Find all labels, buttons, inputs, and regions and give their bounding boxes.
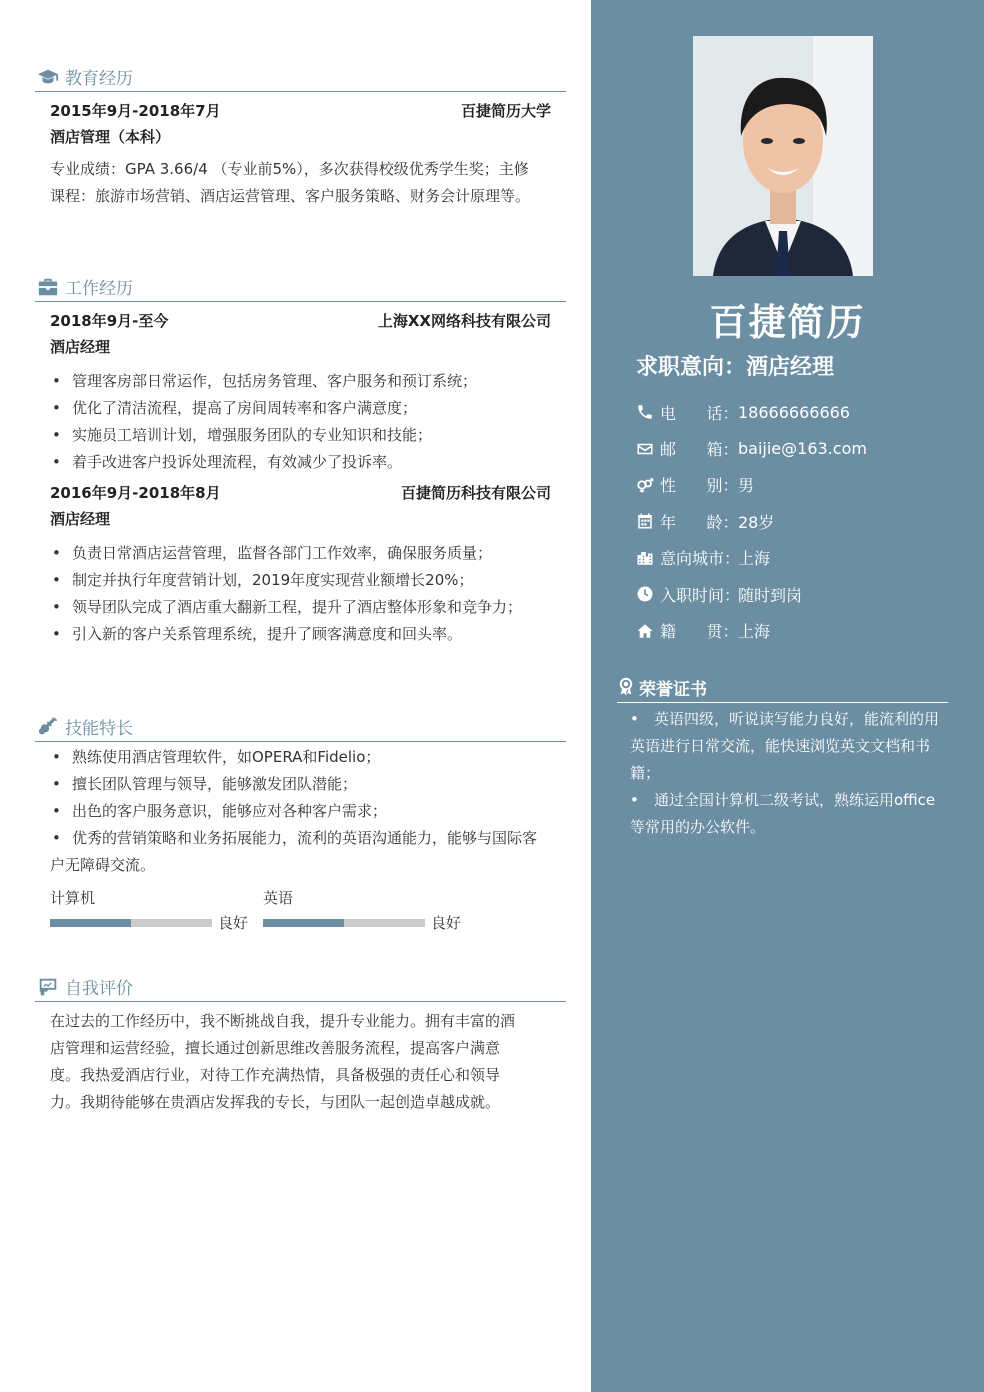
clock-icon — [636, 585, 654, 603]
info-phone — [636, 394, 956, 430]
info-key: 电 话： — [660, 403, 739, 423]
self-eval-section — [35, 972, 566, 1116]
mail-icon — [636, 440, 654, 458]
skill-bar-fill — [50, 919, 131, 927]
education-header — [35, 62, 566, 92]
profile-photo — [693, 36, 873, 276]
honors-list — [630, 706, 942, 841]
city-icon — [636, 549, 654, 567]
info-value: 随时到岗 — [738, 585, 803, 605]
info-value: 18666666666 — [738, 402, 850, 422]
info-value: 男 — [738, 476, 755, 496]
skill-bullet: • 优秀的营销策略和业务拓展能力，流利的英语沟通能力，能够与国际客户无障碍交流。 — [50, 825, 551, 879]
honor-item: • 通过全国计算机二级考试，熟练运用office等常用的办公软件。 — [630, 787, 942, 841]
briefcase-icon — [37, 276, 59, 298]
skill-bar-computer — [50, 885, 249, 933]
skills-title: 技能特长 — [65, 719, 133, 739]
job-bullet: • 负责日常酒店运营管理，监督各部门工作效率，确保服务质量； — [50, 540, 551, 567]
guitar-icon — [37, 716, 59, 738]
skill-bar-track — [50, 919, 212, 927]
skill-bar-label: 英语 — [263, 889, 294, 907]
work-title: 工作经历 — [65, 279, 133, 299]
work-section — [35, 272, 566, 648]
job-entry — [35, 306, 566, 476]
job-intent: 求职意向：酒店经理 — [636, 355, 835, 380]
work-header — [35, 272, 566, 302]
honors-title: 荣誉证书 — [639, 679, 707, 700]
skill-bar-level: 良好 — [218, 914, 249, 932]
skill-bar-english — [263, 885, 462, 933]
job-entry — [35, 478, 566, 648]
info-key: 入职时间： — [660, 585, 741, 605]
phone-icon — [636, 403, 654, 421]
info-hometown — [636, 612, 956, 648]
info-email — [636, 430, 956, 466]
skill-bar-track — [263, 919, 425, 927]
education-section — [35, 62, 566, 210]
job-role: 酒店经理 — [50, 510, 111, 528]
award-icon — [617, 677, 635, 697]
info-start-time — [636, 576, 956, 612]
education-details: 专业成绩：GPA 3.66/4 （专业前5%），多次获得校级优秀学生奖；主修课程：旅游市场营销、酒店运营管理、客户服务策略、财务会计原理等。 — [50, 160, 531, 205]
info-value: 上海 — [738, 622, 771, 642]
self-eval-title: 自我评价 — [65, 979, 133, 999]
info-value: 28岁 — [738, 512, 775, 532]
info-value: baijie@163.com — [738, 439, 867, 459]
info-key: 年 龄： — [660, 512, 739, 532]
info-city — [636, 540, 956, 576]
info-gender — [636, 467, 956, 503]
job-bullet: • 引入新的客户关系管理系统，提升了顾客满意度和回头率。 — [50, 621, 551, 648]
job-bullet: • 优化了清洁流程，提高了房间周转率和客户满意度； — [50, 395, 551, 422]
job-date: 2018年9月-至今 — [50, 311, 169, 330]
info-key: 邮 箱： — [660, 440, 739, 460]
info-value: 上海 — [738, 549, 771, 569]
profile-name: 百捷简历 — [709, 301, 866, 344]
graduation-cap-icon — [37, 66, 59, 88]
skill-bar-label: 计算机 — [50, 889, 96, 907]
job-date: 2016年9月-2018年8月 — [50, 483, 221, 502]
job-company: 百捷简历科技有限公司 — [400, 483, 551, 502]
skill-bar-fill — [263, 919, 344, 927]
portrait-illustration — [693, 36, 873, 276]
job-bullet: • 制定并执行年度营销计划，2019年度实现营业额增长20%； — [50, 567, 551, 594]
job-bullet: • 着手改进客户投诉处理流程，有效减少了投诉率。 — [50, 449, 551, 476]
skill-bullet: • 熟练使用酒店管理软件，如OPERA和Fidelio； — [50, 744, 551, 771]
calendar-icon — [636, 512, 654, 530]
honors-header — [617, 672, 948, 703]
job-bullet: • 实施员工培训计划，增强服务团队的专业知识和技能； — [50, 422, 551, 449]
skill-bullet: • 出色的客户服务意识，能够应对各种客户需求； — [50, 798, 551, 825]
job-role: 酒店经理 — [50, 338, 111, 356]
self-eval-text: 在过去的工作经历中，我不断挑战自我，提升专业能力。拥有丰富的酒店管理和运营经验，擅长通过创新思维改善服务流程，提高客户满意度。我热爱酒店行业，对待工作充满热情，具备极强的责任心和领导力。我期待能够在贵酒店发挥我的专长，与团队一起创造卓越成就。 — [50, 1012, 516, 1111]
presentation-icon — [37, 976, 59, 998]
skill-bullet: • 擅长团队管理与领导，能够激发团队潜能； — [50, 771, 551, 798]
education-date: 2015年9月-2018年7月 — [50, 101, 221, 120]
right-column — [591, 0, 984, 1392]
home-icon — [636, 622, 654, 640]
honor-item: • 英语四级，听说读写能力良好，能流利的用英语进行日常交流，能快速浏览英文文档和书籍； — [630, 706, 942, 787]
info-list — [636, 394, 956, 649]
info-age — [636, 503, 956, 539]
info-key: 意向城市： — [660, 549, 741, 569]
education-school: 百捷简历大学 — [460, 101, 551, 120]
job-bullet: • 领导团队完成了酒店重大翻新工程，提升了酒店整体形象和竞争力； — [50, 594, 551, 621]
skills-section — [35, 712, 566, 933]
education-major: 酒店管理（本科） — [50, 128, 171, 146]
job-company: 上海XX网络科技有限公司 — [377, 311, 551, 330]
job-bullet: • 管理客房部日常运作，包括房务管理、客户服务和预订系统； — [50, 368, 551, 395]
info-key: 性 别： — [660, 476, 739, 496]
info-key: 籍 贯： — [660, 622, 739, 642]
self-eval-header — [35, 972, 566, 1002]
gender-icon — [636, 476, 654, 494]
education-title: 教育经历 — [65, 69, 133, 89]
skill-bar-level: 良好 — [431, 914, 462, 932]
skills-header — [35, 712, 566, 742]
